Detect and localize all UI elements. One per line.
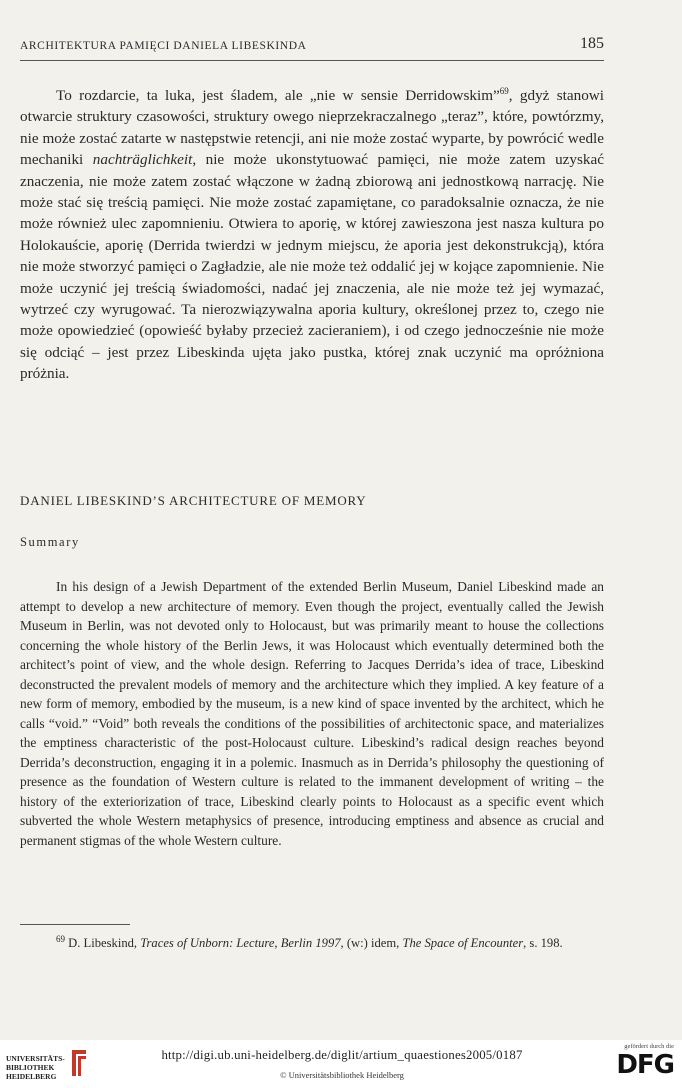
dfg-caption: gefördert durch die bbox=[624, 1043, 674, 1050]
running-head: ARCHITEKTURA PAMIĘCI DANIELA LIBESKINDA bbox=[20, 40, 307, 52]
summary-paragraph: In his design of a Jewish Department of the extended Berlin Museum, Daniel Libeskind made an attempt to develop a new architecture of memory. Even though the project, eventually called the Jewish Museum in Berlin, was not devoted only to Holocaust, but was primarily meant to house the collections concerning the whole history of the Berlin Jews, it was Holocaust which eventually determined both the architect’s point of view, and the whole design. Referring to Jacques Derrida’s idea of trace, Libeskind deconstructed the prevalent models of memory and the architecture which they implied. A key feature of a new form of memory, embodied by the museum, is a new kind of space invented by the architect, which he calls “void.” “Void” both reveals the conditions of the possibilities of architectonic space, and materializes the emptiness characteristic of the post-Holocaust culture. Libeskind’s radical design reaches beyond Derrida’s deconstruction, engaging it in a polemic. Inasmuch as in Derrida’s philosophy the questioning of presence as the foundation of Western culture is related to the immanent development of writing – the history of the exteriorization of trace, Libeskind clearly points to Holocaust as a specific event which subverted the whole Western metaphysics of presence, introducing emptiness and absence as crucial and permanent stigmas of the whole Western culture. bbox=[20, 579, 604, 848]
library-emblem-icon bbox=[68, 1046, 90, 1080]
section-title: DANIEL LIBESKIND’S ARCHITECTURE OF MEMORY bbox=[20, 493, 367, 508]
footnote-rule bbox=[20, 924, 130, 925]
footnote-reference: 69 bbox=[499, 85, 509, 96]
text-run: , s. 198. bbox=[523, 936, 563, 950]
polish-paragraph bbox=[20, 85, 604, 385]
summary-label: Summary bbox=[20, 535, 80, 549]
english-summary-text bbox=[20, 577, 604, 850]
header-rule bbox=[20, 60, 604, 61]
text-run: To rozdarcie, ta luka, jest śladem, ale „nie w sensie Derridowskim” bbox=[56, 87, 500, 104]
text-run: D. Libeskind, bbox=[65, 936, 141, 950]
library-logo: UNIVERSITÄTS- BIBLIOTHEK HEIDELBERG bbox=[6, 1054, 65, 1081]
footnote bbox=[20, 934, 604, 952]
italic-term: nachträglichkeit bbox=[92, 151, 193, 169]
italic-title: The Space of Encounter bbox=[402, 936, 524, 950]
text-run: , nie może ukonstytuować pamięci, nie może zatem uzyskać znaczenia, nie może zatem zostać włączone w żadną zbiorową ani jednostkową narrację. Nie może stać się treścią pamięci. Nie może zostać zapamiętane, co paradoksalnie oznacza, że nie może również ulec zapomnieniu. Otwiera to aporię, w której zawieszona jest nasza kultura po Holokauście, aporię (Derrida twierdzi w jednym miejscu, że aporia jest dekonstrukcją), która nie może stworzyć pamięci o Zagładzie, ale nie może też oddalić jej w kojące zapomnienie. Nie może uczynić jej treścią świadomości, nadać jej znaczenia, ale nie może też jej wymazać, wytrzeć czy wyrugować. Ta nierozwiązywalna aporia kultury, określonej przez to, czego nie może opowiedzieć (opowieść byłaby przecież zacieraniem), i od czego jednocześnie nie może się odciąć – jest przez Libeskinda ujęta jako pustka, której znak uczynić ma opróżniona próżnia. bbox=[20, 151, 604, 383]
text-run: , (w:) idem, bbox=[340, 936, 403, 950]
italic-title: Traces of Unborn: Lecture, Berlin 1997 bbox=[140, 936, 341, 950]
copyright-notice: © Universitätsbibliothek Heidelberg bbox=[280, 1070, 404, 1080]
text-run: , gdyż stanowi otwarcie struktury czasowości, struktury owego nieprzekraczalnego „teraz”, które, powtórzmy, nie może zostać zatarte w następstwie retencji, ani nie może zostać wyparte, by powrócić wedle mechaniki bbox=[20, 87, 604, 169]
polish-body-text bbox=[20, 85, 604, 385]
permalink-url[interactable]: http://digi.ub.uni-heidelberg.de/diglit/artium_quaestiones2005/0187 bbox=[161, 1048, 523, 1062]
footnote-number: 69 bbox=[56, 933, 65, 944]
dfg-logo: DFG bbox=[616, 1050, 674, 1080]
page-number: 185 bbox=[580, 35, 604, 52]
